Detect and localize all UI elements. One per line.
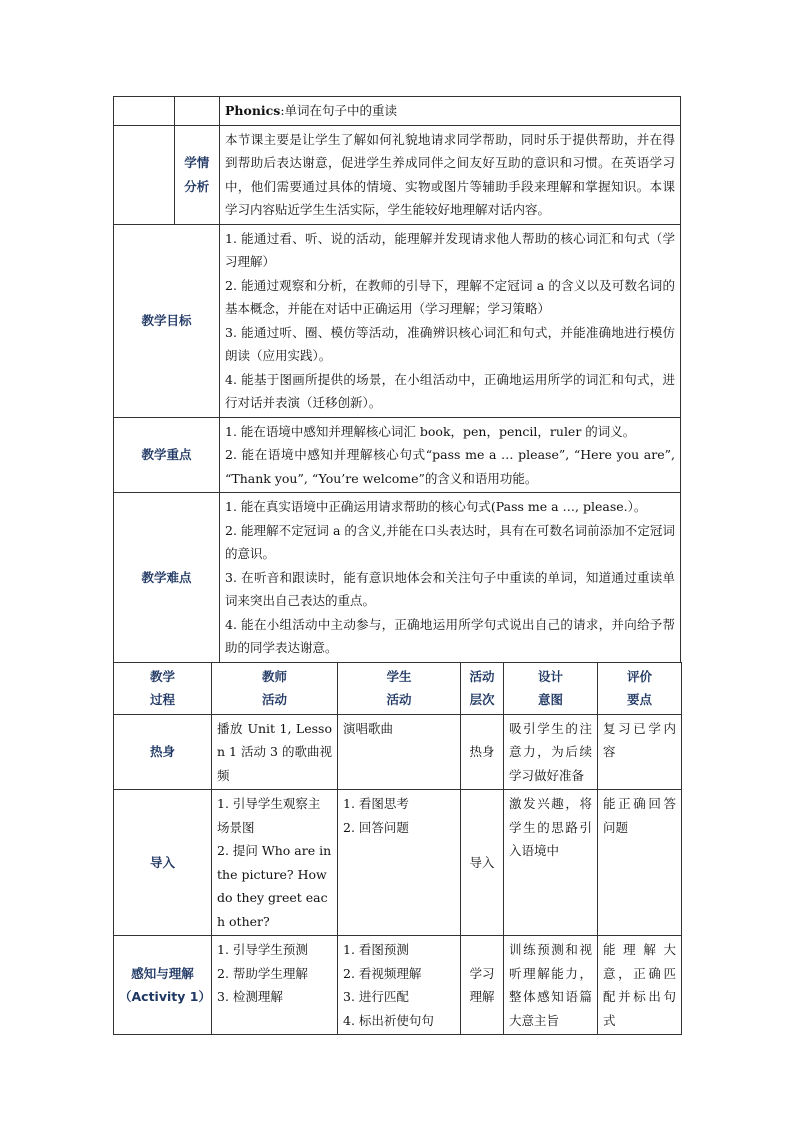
- difficulties-label: 教学难点: [114, 493, 220, 663]
- student-activity: 1. 看图预测 2. 看视频理解 3. 进行匹配 4. 标出祈使句句: [338, 936, 461, 1035]
- key-point-item: 2. 能在语境中感知并理解核心句式“pass me a … please”, “Here you are”, “Thank you”, “You’re welcome”的含义和语用功能。: [225, 447, 675, 486]
- header-level: 活动 层次: [461, 662, 504, 714]
- difficulty-item: 2. 能理解不定冠词 a 的含义,并能在口头表达时，具有在可数名词前添加不定冠词的意识。: [225, 522, 675, 561]
- stage-label: 感知与理解 （Activity 1）: [114, 936, 212, 1035]
- header-intent: 设计 意图: [504, 662, 598, 714]
- student-activity: 演唱歌曲: [338, 714, 461, 790]
- teacher-activity: 播放 Unit 1, Lesson 1 活动 3 的歌曲视频: [212, 714, 338, 790]
- process-table: [113, 662, 682, 1036]
- analysis-text: 本节课主要是让学生了解如何礼貌地请求同学帮助，同时乐于提供帮助，并在得到帮助后表达谢意，促进学生养成同伴之间友好互助的意识和习惯。在英语学习中，他们需要通过具体的情境、实物或图片等辅助手段来理解和掌握知识。本课学习内容贴近学生生活实际，学生能较好地理解对话内容。: [220, 125, 681, 224]
- difficulty-item: 1. 能在真实语境中正确运用请求帮助的核心句式(Pass me a …, please.）。: [225, 499, 647, 514]
- difficulty-item: 4. 能在小组活动中主动参与，正确地运用所学句式说出自己的请求，并向给予帮助的同学表达谢意。: [225, 616, 675, 655]
- activity-level: 热身: [461, 714, 504, 790]
- analysis-row: [114, 125, 681, 224]
- phonics-row: [114, 97, 681, 126]
- difficulty-item: 3. 在听音和跟读时，能有意识地体会和关注句子中重读的单词，知道通过重读单词来突出自己表达的重点。: [225, 569, 675, 608]
- teacher-activity: 1. 引导学生预测 2. 帮助学生理解 3. 检测理解: [212, 936, 338, 1035]
- header-student: 学生 活动: [338, 662, 461, 714]
- blank-cell: [114, 97, 175, 126]
- header-eval: 评价 要点: [598, 662, 682, 714]
- objectives-label: 教学目标: [114, 224, 220, 417]
- header-teacher: 教师 活动: [212, 662, 338, 714]
- evaluation-point: 能正确回答问题: [598, 790, 682, 936]
- process-row-warmup: [114, 714, 682, 790]
- key-points-row: [114, 417, 681, 493]
- difficulties-row: [114, 493, 681, 663]
- key-point-item: 1. 能在语境中感知并理解核心词汇 book，pen，pencil，ruler 的词义。: [225, 423, 636, 439]
- key-points-label: 教学重点: [114, 417, 220, 493]
- process-header-row: [114, 662, 682, 714]
- phonics-text: :单词在句子中的重读: [280, 103, 398, 118]
- student-activity: 1. 看图思考 2. 回答问题: [338, 790, 461, 936]
- design-intent: 吸引学生的注意力，为后续学习做好准备: [504, 714, 598, 790]
- analysis-label: 学情 分析: [174, 125, 219, 224]
- design-intent: 激发兴趣，将学生的思路引入语境中: [504, 790, 598, 936]
- teacher-activity: 1. 引导学生观察主场景图 2. 提问 Who are in the picture? How do they greet each other?: [212, 790, 338, 936]
- objective-item: 4. 能基于图画所提供的场景，在小组活动中，正确地运用所学的词汇和句式，进行对话并表演（迁移创新）。: [225, 371, 675, 410]
- phonics-cell: [220, 97, 681, 126]
- objectives-row: [114, 224, 681, 417]
- difficulties-content: [220, 493, 681, 663]
- design-intent: 训练预测和视听理解能力，整体感知语篇大意主旨: [504, 936, 598, 1035]
- activity-level: 学习理解: [461, 936, 504, 1035]
- header-stage: 教学 过程: [114, 662, 212, 714]
- blank-cell: [174, 97, 219, 126]
- stage-label: 热身: [114, 714, 212, 790]
- objective-item: 1. 能通过看、听、说的活动，能理解并发现请求他人帮助的核心词汇和句式（学习理解）: [225, 230, 675, 269]
- stage-label: 导入: [114, 790, 212, 936]
- blank-cell: [114, 125, 175, 224]
- lesson-plan-table: [113, 96, 681, 663]
- phonics-label: Phonics: [225, 103, 281, 118]
- key-points-content: [220, 417, 681, 493]
- objectives-content: [220, 224, 681, 417]
- activity-level: 导入: [461, 790, 504, 936]
- evaluation-point: 能理解大意，正确匹配并标出句式: [598, 936, 682, 1035]
- objective-item: 3. 能通过听、圈、模仿等活动，准确辨识核心词汇和句式，并能准确地进行模仿朗读（应用实践）。: [225, 324, 675, 363]
- evaluation-point: 复习已学内容: [598, 714, 682, 790]
- objective-item: 2. 能通过观察和分析，在教师的引导下，理解不定冠词 a 的含义以及可数名词的基本概念，并能在对话中正确运用（学习理解；学习策略）: [225, 277, 675, 316]
- process-row-leadin: [114, 790, 682, 936]
- process-row-activity1: [114, 936, 682, 1035]
